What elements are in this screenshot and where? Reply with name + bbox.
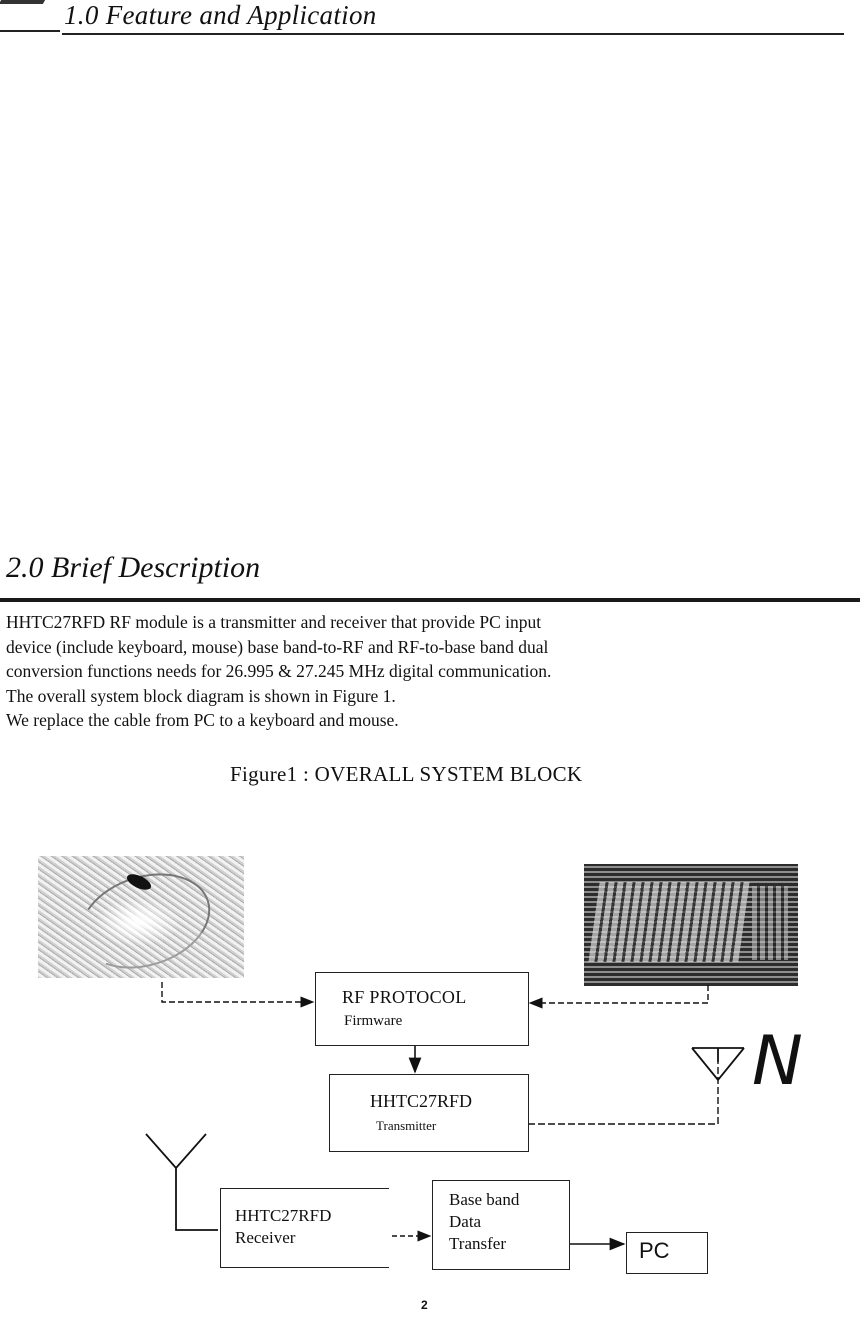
section-1-heading: 1.0 Feature and Application (64, 0, 377, 30)
page-number: 2 (421, 1298, 428, 1312)
paragraph-line: We replace the cable from PC to a keyboard and mouse. (6, 710, 399, 730)
baseband-label-1: Base band (449, 1190, 520, 1209)
rf-protocol-label: RF PROTOCOL (342, 987, 467, 1007)
pc-block (626, 1232, 708, 1274)
rf-protocol-sublabel: Firmware (344, 1013, 403, 1029)
section-2-heading: 2.0 Brief Description (6, 551, 261, 584)
receiver-label: HHTC27RFD (235, 1206, 332, 1225)
transmitter-to-antenna-connector (528, 1062, 718, 1124)
handwritten-mark: N (752, 1022, 803, 1101)
baseband-block (432, 1180, 570, 1270)
receiver-sublabel: Receiver (235, 1228, 296, 1247)
rf-protocol-block (315, 972, 529, 1046)
transmitter-label: HHTC27RFD (370, 1091, 473, 1111)
figure-caption: Figure1 : OVERALL SYSTEM BLOCK (230, 762, 583, 786)
keyboard-to-rf-connector (530, 985, 708, 1003)
paragraph-line: The overall system block diagram is shown in Figure 1. (6, 685, 396, 706)
baseband-label-3: Transfer (449, 1234, 506, 1253)
receiver-antenna (146, 1134, 218, 1230)
receiver-block (220, 1188, 389, 1268)
paragraph-line: HHTC27RFD RF module is a transmitter and receiver that provide PC input (6, 612, 542, 632)
transmitter-block (329, 1074, 529, 1152)
baseband-label-2: Data (449, 1212, 482, 1231)
mouse-to-rf-connector (162, 982, 313, 1002)
paragraph-line: device (include keyboard, mouse) base band-to-RF and RF-to-base band dual (6, 636, 549, 657)
transmitter-sublabel: Transmitter (376, 1118, 437, 1133)
paragraph-line: conversion functions needs for 26.995 & 27.245 MHz digital communication. (6, 661, 552, 681)
pc-label: PC (639, 1238, 670, 1263)
